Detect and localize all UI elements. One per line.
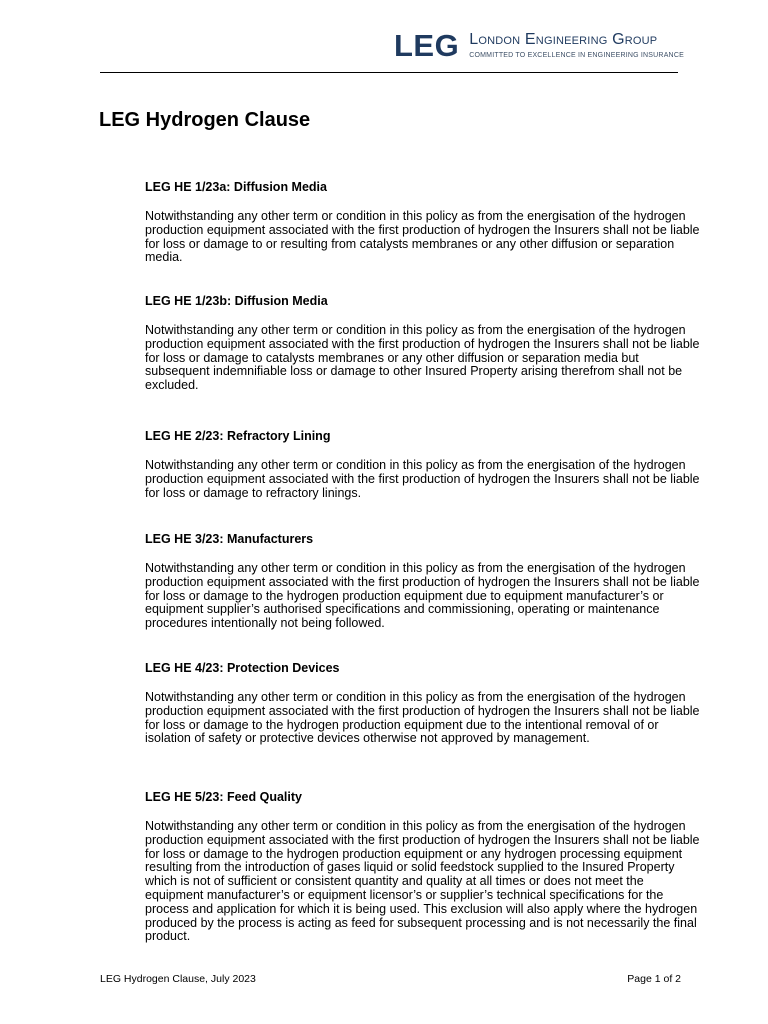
- page-header: [0, 0, 768, 80]
- clause-body: Notwithstanding any other term or condition in this policy as from the energisation of the hydrogen production equipment associated with the first production of hydrogen the Insurers shall not be liable for loss or damage to the hydrogen production equipment due to equipment manufacturer’s or equipment supplier’s authorised specifications and commissioning, operating or maintenance procedures intentionally not being followed.: [145, 561, 700, 631]
- clause-body: Notwithstanding any other term or condition in this policy as from the energisation of the hydrogen production equipment associated with the first production of hydrogen the Insurers shall not be liable for loss or damage to the hydrogen production equipment due to the intentional removal of or isolation of safety or protective devices otherwise not approved by management.: [145, 690, 700, 746]
- clause-he-3-23: [145, 532, 705, 631]
- clause-body: Notwithstanding any other term or condition in this policy as from the energisation of the hydrogen production equipment associated with the first production of hydrogen the Insurers shall not be liable for loss or damage to or resulting from catalysts membranes or any other diffusion or separation media.: [145, 209, 700, 265]
- document-title: LEG Hydrogen Clause: [99, 109, 311, 131]
- clause-he-1-23a: [145, 180, 705, 265]
- clause-body: Notwithstanding any other term or condition in this policy as from the energisation of the hydrogen production equipment associated with the first production of hydrogen the Insurers shall not be liable for loss or damage to refractory linings.: [145, 458, 700, 500]
- clause-he-5-23: [145, 790, 705, 944]
- header-divider: [100, 72, 678, 73]
- clause-heading: LEG HE 5/23: Feed Quality: [145, 790, 302, 804]
- clause-he-2-23: [145, 429, 705, 500]
- footer-page-number: Page 1 of 2: [627, 973, 681, 985]
- clause-heading: LEG HE 2/23: Refractory Lining: [145, 429, 331, 443]
- footer-document-info: LEG Hydrogen Clause, July 2023: [100, 973, 256, 985]
- clause-body: Notwithstanding any other term or condition in this policy as from the energisation of the hydrogen production equipment associated with the first production of hydrogen the Insurers shall not be liable for loss or damage to catalysts membranes or any other diffusion or separation media but subsequent indemnifiable loss or damage to other Insured Property arising therefrom shall not be excluded.: [145, 323, 700, 393]
- company-logo: [394, 30, 684, 62]
- clause-heading: LEG HE 1/23a: Diffusion Media: [145, 180, 327, 194]
- company-name: London Engineering Group: [469, 31, 658, 48]
- clause-heading: LEG HE 3/23: Manufacturers: [145, 532, 314, 546]
- logo-mark: LEG: [394, 28, 460, 63]
- company-tagline: COMMITTED TO EXCELLENCE IN ENGINEERING INSURANCE: [469, 52, 684, 59]
- clause-he-1-23b: [145, 294, 705, 393]
- clause-he-4-23: [145, 661, 705, 746]
- clause-heading: LEG HE 1/23b: Diffusion Media: [145, 294, 328, 308]
- clause-heading: LEG HE 4/23: Protection Devices: [145, 661, 340, 675]
- logo-text: [469, 30, 684, 60]
- clause-body: Notwithstanding any other term or condition in this policy as from the energisation of the hydrogen production equipment associated with the first production of hydrogen the Insurers shall not be liable for loss or damage to the hydrogen production equipment or any hydrogen processing equipment resulting from the introduction of gases liquid or solid feedstock supplied to the Insured Property which is not of sufficient or consistent quantity and quality at all times or does not meet the equipment manufacturer’s or equipment licensor’s or supplier’s technical specifications for the process and application for which it is being used. This exclusion will also apply where the hydrogen produced by the process is acting as feed for subsequent processing and is not necessarily the final product.: [145, 819, 700, 944]
